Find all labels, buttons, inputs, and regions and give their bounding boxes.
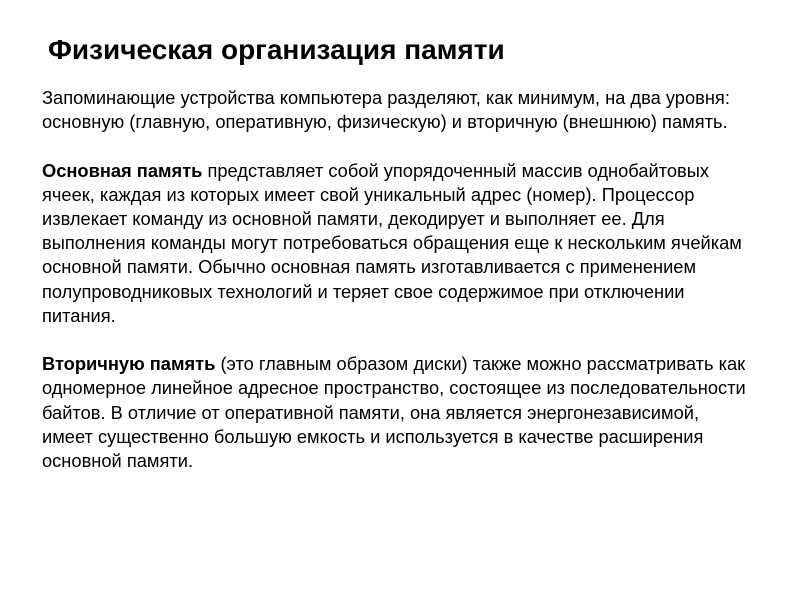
body-text [42,86,752,497]
paragraph-main-memory [42,159,752,328]
term-main-memory: Основная память [42,159,203,181]
paragraph-secondary-memory [42,352,752,473]
paragraph-intro-text: Запоминающие устройства компьютера разделяют, как минимум, на два уровня: основную (главную, оперативную, физическую) и вторичную (внешнюю) память. [42,87,730,133]
paragraph-intro [42,86,752,134]
page-title: Физическая организация памяти [48,34,505,65]
paragraph-main-memory-text: представляет собой упорядоченный массив однобайтовых ячеек, каждая из которых имеет свой уникальный адрес (номер). Процессор извлекает команду из основной памяти, декодирует и выполняет ее. Для выполнения команды могут потребоваться обращения еще к нескольким ячейкам основной памяти. Обычно основная память изготавливается с применением полупроводниковых технологий и теряет свое содержимое при отключении питания. [42,159,742,326]
term-secondary-memory: Вторичную память [42,353,216,375]
paragraph-secondary-memory-text: (это главным образом диски) также можно рассматривать как одномерное линейное адресное пространство, состоящее из последовательности байтов. В отличие от оперативной памяти, она является энергонезависимой, имеет существенно большую емкость и используется в качестве расширения основной памяти. [42,353,746,472]
